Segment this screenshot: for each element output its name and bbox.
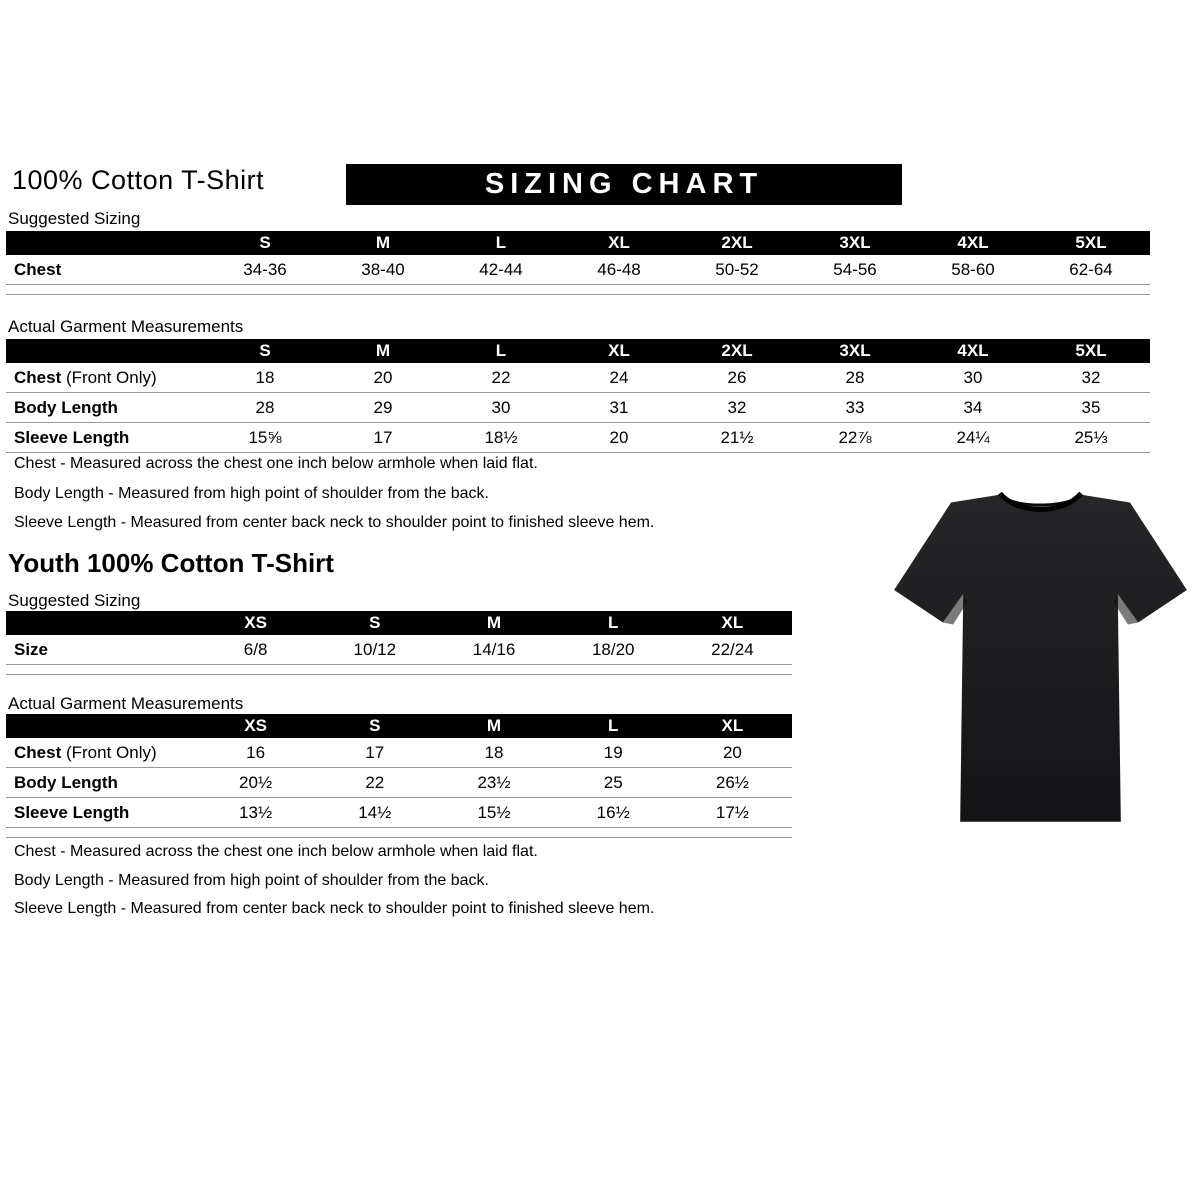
column-header-l: L — [495, 341, 507, 360]
row-label-text: Chest — [14, 743, 62, 762]
column-header-s: S — [259, 233, 271, 252]
table-cell: 28 — [845, 368, 865, 387]
column-header-2xl: 2XL — [721, 233, 753, 252]
table-cell: 35 — [1081, 398, 1101, 417]
table-cell: 23½ — [477, 773, 511, 792]
table-bottom-rule — [6, 285, 1150, 295]
measurement-note-chest: Chest - Measured across the chest one inch below armhole when laid flat. — [14, 843, 538, 860]
table-row-sleeve-length — [6, 423, 1150, 453]
measurement-note-chest: Chest - Measured across the chest one inch below armhole when laid flat. — [14, 455, 538, 472]
table-cell: 24¼ — [956, 428, 990, 447]
table-cell: 22 — [365, 773, 385, 792]
table-cell: 18 — [484, 743, 504, 762]
table-cell: 46-48 — [597, 260, 641, 279]
adult-suggested-header-row — [6, 231, 1150, 255]
adult-garment-header-row — [6, 339, 1150, 363]
row-label-suffix: (Front Only) — [61, 743, 157, 762]
table-cell: 30 — [963, 368, 983, 387]
table-cell: 26½ — [715, 773, 749, 792]
column-header-5xl: 5XL — [1075, 341, 1107, 360]
sizing-chart-banner: SIZING CHART — [346, 164, 902, 205]
header-spacer — [6, 231, 206, 255]
column-header-xs: XS — [244, 716, 267, 735]
column-header-3xl: 3XL — [839, 233, 871, 252]
column-header-5xl: 5XL — [1075, 233, 1107, 252]
column-header-l: L — [608, 716, 619, 735]
table-row-chest — [6, 255, 1150, 285]
table-cell: 25⅓ — [1074, 428, 1108, 447]
table-cell: 58-60 — [951, 260, 995, 279]
youth-garment-table — [6, 714, 792, 838]
table-cell: 21½ — [720, 428, 754, 447]
column-header-s: S — [369, 613, 381, 632]
table-cell: 25 — [603, 773, 623, 792]
table-cell: 54-56 — [833, 260, 877, 279]
table-cell: 20½ — [239, 773, 273, 792]
table-row-body-length — [6, 393, 1150, 423]
column-header-xl: XL — [608, 341, 630, 360]
table-cell: 17½ — [715, 803, 749, 822]
measurement-note-sleeve-length: Sleeve Length - Measured from center back neck to shoulder point to finished sleeve hem. — [14, 514, 655, 531]
table-cell: 28 — [255, 398, 275, 417]
column-header-l: L — [495, 233, 507, 252]
table-cell: 18 — [255, 368, 275, 387]
column-header-l: L — [608, 613, 619, 632]
table-cell: 10/12 — [353, 640, 397, 659]
column-header-xl: XL — [721, 613, 744, 632]
row-label: Chest — [14, 260, 62, 279]
table-cell: 16½ — [596, 803, 630, 822]
column-header-4xl: 4XL — [957, 341, 989, 360]
table-cell: 34 — [963, 398, 983, 417]
table-cell: 42-44 — [479, 260, 523, 279]
row-label: Sleeve Length — [14, 428, 130, 447]
adult-title: 100% Cotton T-Shirt — [12, 165, 265, 195]
table-cell: 20 — [722, 743, 742, 762]
table-bottom-rule — [6, 828, 792, 838]
header-spacer — [6, 611, 196, 635]
table-row-chest — [6, 363, 1150, 393]
tshirt-graphic — [888, 468, 1193, 838]
table-cell: 62-64 — [1069, 260, 1113, 279]
table-cell: 22 — [491, 368, 511, 387]
adult-suggested-table — [6, 231, 1150, 295]
youth-garment-measurements-label: Actual Garment Measurements — [8, 694, 244, 713]
column-header-3xl: 3XL — [839, 341, 871, 360]
table-cell: 18½ — [484, 428, 518, 447]
youth-title: Youth 100% Cotton T-Shirt — [8, 548, 334, 578]
table-cell: 6/8 — [243, 640, 268, 659]
column-header-2xl: 2XL — [721, 341, 753, 360]
table-cell: 16 — [246, 743, 266, 762]
measurement-note-body-length: Body Length - Measured from high point of shoulder from the back. — [14, 872, 489, 889]
youth-suggested-header-row — [6, 611, 792, 635]
column-header-xs: XS — [244, 613, 267, 632]
table-cell: 14½ — [358, 803, 392, 822]
table-cell: 24 — [609, 368, 629, 387]
table-cell: 29 — [373, 398, 393, 417]
column-header-s: S — [259, 341, 271, 360]
column-header-m: M — [486, 716, 502, 735]
table-cell: 14/16 — [472, 640, 516, 659]
table-cell: 20 — [373, 368, 393, 387]
table-cell: 22/24 — [711, 640, 754, 659]
table-cell: 15½ — [477, 803, 511, 822]
row-label: Body Length — [14, 398, 118, 417]
table-cell: 32 — [1081, 368, 1101, 387]
column-header-xl: XL — [608, 233, 630, 252]
column-header-m: M — [375, 233, 391, 252]
table-cell: 15⅝ — [248, 428, 282, 447]
row-label: Size — [14, 640, 49, 659]
table-cell: 50-52 — [715, 260, 759, 279]
adult-garment-table — [6, 339, 1150, 453]
row-label — [6, 363, 206, 392]
row-label — [6, 738, 196, 767]
adult-suggested-sizing-label: Suggested Sizing — [8, 209, 141, 228]
table-row-size — [6, 635, 792, 665]
table-cell: 38-40 — [361, 260, 405, 279]
table-cell: 22⅞ — [838, 428, 872, 447]
table-bottom-rule — [6, 665, 792, 675]
youth-suggested-sizing-label: Suggested Sizing — [8, 591, 141, 610]
table-cell: 17 — [365, 743, 385, 762]
table-row-body-length — [6, 768, 792, 798]
tshirt-image — [888, 468, 1193, 838]
header-spacer — [6, 714, 196, 738]
header-spacer — [6, 339, 206, 363]
table-row-chest — [6, 738, 792, 768]
row-label-text: Chest — [14, 368, 62, 387]
row-label-suffix: (Front Only) — [61, 368, 157, 387]
column-header-m: M — [375, 341, 391, 360]
column-header-m: M — [486, 613, 502, 632]
table-cell: 26 — [727, 368, 747, 387]
youth-suggested-table — [6, 611, 792, 675]
table-cell: 20 — [609, 428, 629, 447]
measurement-note-body-length: Body Length - Measured from high point of shoulder from the back. — [14, 485, 489, 502]
tshirt-body — [894, 494, 1187, 821]
adult-garment-measurements-label: Actual Garment Measurements — [8, 317, 244, 336]
table-cell: 13½ — [239, 803, 273, 822]
table-cell: 31 — [609, 398, 629, 417]
column-header-xl: XL — [721, 716, 744, 735]
row-label: Sleeve Length — [14, 803, 130, 822]
table-cell: 33 — [845, 398, 865, 417]
row-label: Body Length — [14, 773, 118, 792]
measurement-note-sleeve-length: Sleeve Length - Measured from center back neck to shoulder point to finished sleeve hem. — [14, 900, 655, 917]
table-cell: 30 — [491, 398, 511, 417]
table-cell: 34-36 — [243, 260, 287, 279]
table-cell: 17 — [373, 428, 393, 447]
column-header-4xl: 4XL — [957, 233, 989, 252]
table-cell: 32 — [727, 398, 747, 417]
table-row-sleeve-length — [6, 798, 792, 828]
youth-garment-header-row — [6, 714, 792, 738]
table-cell: 18/20 — [591, 640, 635, 659]
table-cell: 19 — [603, 743, 623, 762]
column-header-s: S — [369, 716, 381, 735]
